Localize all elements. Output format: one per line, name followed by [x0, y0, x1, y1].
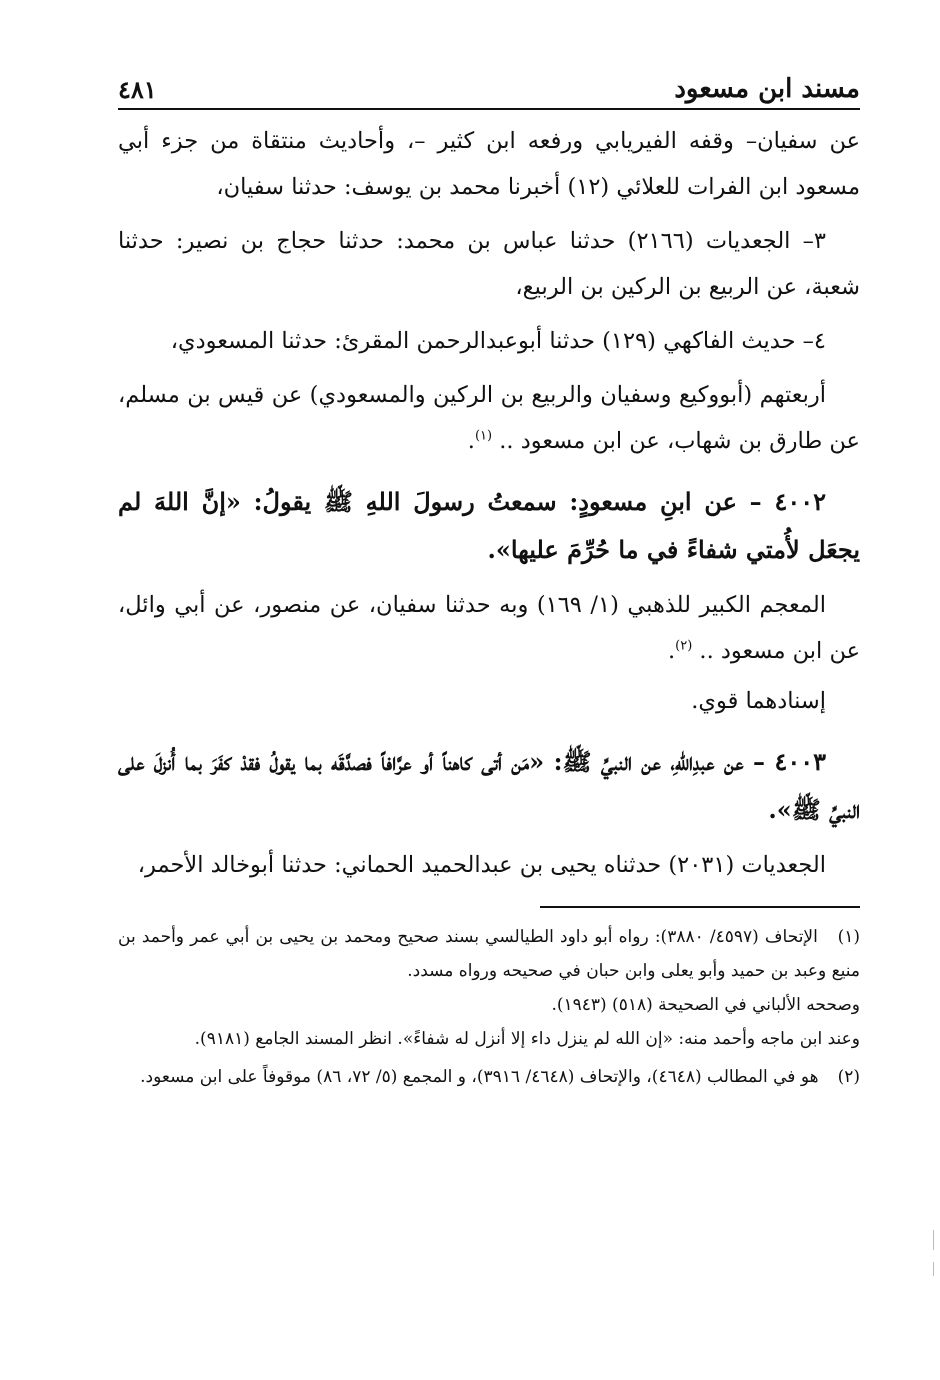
- footnote-separator: [540, 906, 860, 908]
- paragraph-mujam: المعجم الكبير للذهبي (١/ ١٦٩) وبه حدثنا سفيان، عن منصور، عن أبي وائل، عن ابن مسعود .. $^{(٢)}$.: [118, 592, 860, 664]
- book-title: مسند ابن مسعود: [674, 74, 860, 104]
- paragraph-jadiyat-2031: الجعديات (٢٠٣١) حدثناه يحيى بن عبدالحميد الحماني: حدثنا أبوخالد الأحمر،: [137, 852, 826, 878]
- paragraph-text: المعجم الكبير للذهبي (١/ ١٦٩) وبه حدثنا سفيان، عن منصور، عن أبي وائل، عن ابن مسعود ..: [118, 592, 860, 664]
- scan-mark: [933, 1230, 934, 1250]
- hadith-4003: ٤٠٠٣ – عن عبدِاللهِ، عن النبيِّ ﷺ: «مَن أتى كاهناً أو عرَّافاً فصدَّقَه بما يقولُ فقدْ كفَرَ بما أُنزلَ على النبيِّ ﷺ».: [118, 747, 860, 824]
- isnad-note: إسنادهما قوي.: [691, 688, 826, 714]
- paragraph-sufyan: عن سفيان– وقفه الفيريابي ورفعه ابن كثير –، وأحاديث منتقاة من جزء أبي مسعود ابن الفرات للعلائي (١٢) أخبرنا محمد بن يوسف: حدثنا سفيان،: [118, 128, 860, 200]
- footnote-1-line: وصححه الألباني في الصحيحة (٥١٨) (١٩٤٣).: [551, 995, 860, 1015]
- footnote-ref-2[interactable]: (٢): [675, 638, 693, 654]
- footnote-2: [118, 1060, 860, 1094]
- running-header: [118, 70, 860, 110]
- paragraph-text: أربعتهم (أبووكيع وسفيان والربيع بن الركين والمسعودي) عن قيس بن مسلم، عن طارق بن شهاب، عن ابن مسعود ..: [118, 382, 860, 454]
- paragraph-arbaatuhum: أربعتهم (أبووكيع وسفيان والربيع بن الركين والمسعودي) عن قيس بن مسلم، عن طارق بن شهاب، عن ابن مسعود .. $^{(١)}$.: [118, 382, 860, 454]
- footnote-1-line: وعند ابن ماجه وأحمد منه: «إن الله لم ينزل داء إلا أنزل له شفاءً». انظر المسند الجامع (٩١٨١).: [194, 1029, 860, 1049]
- footnote-number: (٢): [837, 1067, 860, 1087]
- footnote-text: هو في المطالب (٤٦٤٨)، والإتحاف (٤٦٤٨/ ٣٩١٦)، و المجمع (٥/ ٧٢، ٨٦) موقوفاً على ابن مسعود.: [140, 1067, 819, 1087]
- page: [118, 70, 860, 1094]
- hadith-4002: ٤٠٠٢ – عن ابنِ مسعودٍ: سمعتُ رسولَ اللهِ ﷺ يقولُ: «إنَّ اللهَ لم يجعَل لأُمتي شفاءً في ما حُرِّمَ عليها».: [118, 487, 860, 564]
- footnotes: [118, 920, 860, 1094]
- page-number: ٤٨١: [118, 75, 157, 104]
- paragraph-jadiyat-2166: ٣– الجعديات (٢١٦٦) حدثنا عباس بن محمد: حدثنا حجاج بن نصير: حدثنا شعبة، عن الربيع بن الركين بن الربيع،: [118, 228, 860, 300]
- footnote-1: [118, 920, 860, 988]
- footnote-ref-1[interactable]: (١): [474, 428, 493, 444]
- scan-mark: [933, 1262, 934, 1276]
- footnote-text: الإتحاف (٤٥٩٧/ ٣٨٨٠): رواه أبو داود الطيالسي بسند صحيح ومحمد بن يحيى بن أبي عمر وأحمد بن منيع وعبد بن حميد وأبو يعلى وابن حبان في صحيحه ورواه مسدد.: [118, 927, 860, 981]
- footnote-number: (١): [837, 927, 861, 947]
- paragraph-fakihi: ٤– حديث الفاكهي (١٢٩) حدثنا أبوعبدالرحمن المقرئ: حدثنا المسعودي،: [170, 328, 826, 354]
